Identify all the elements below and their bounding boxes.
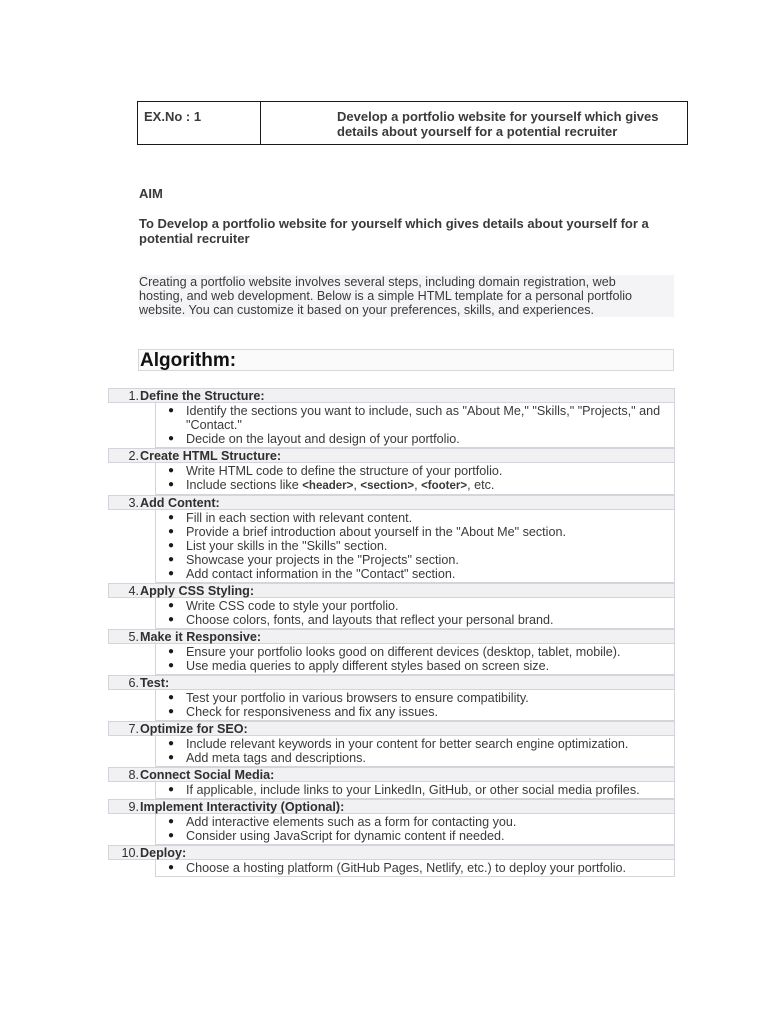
bullet-text [186, 478, 674, 493]
bullet-icon: ● [167, 405, 175, 416]
step-title: Connect Social Media: [140, 767, 275, 782]
step-number: 6. [128, 675, 139, 690]
step-title: Create HTML Structure: [140, 448, 282, 463]
bullet-item [156, 432, 674, 446]
bullet-icon: ● [167, 706, 175, 717]
step-number: 3. [128, 495, 139, 510]
bullet-text: Choose colors, fonts, and layouts that reflect your personal brand. [186, 613, 554, 627]
bullet-text-part: , [353, 478, 361, 492]
aim-heading: AIM [139, 186, 163, 201]
algorithm-step [108, 799, 675, 814]
step-bullet-list [155, 598, 675, 629]
bullet-icon: ● [167, 465, 175, 476]
bullet-text: Include relevant keywords in your content for better search engine optimization. [186, 737, 629, 751]
bullet-text: Add meta tags and descriptions. [186, 751, 366, 765]
bullet-text-part: Include sections like [186, 478, 303, 492]
bullet-icon: ● [167, 692, 175, 703]
bullet-item [156, 478, 674, 493]
bullet-item [156, 737, 674, 751]
step-title: Apply CSS Styling: [140, 583, 255, 598]
step-number: 2. [128, 448, 139, 463]
bullet-text: Check for responsiveness and fix any issues. [186, 705, 438, 719]
step-number: 9. [128, 799, 139, 814]
bullet-text: Showcase your projects in the "Projects" section. [186, 553, 459, 567]
step-bullet-list [155, 644, 675, 675]
algorithm-step [108, 583, 675, 598]
step-bullet-list [155, 860, 675, 877]
bullet-text: Fill in each section with relevant content. [186, 511, 413, 525]
bullet-text-part: , [414, 478, 422, 492]
aim-line: potential recruiter [139, 231, 250, 246]
step-bullet-list [155, 463, 675, 495]
bullet-item [156, 599, 674, 613]
bullet-icon: ● [167, 752, 175, 763]
step-number: 5. [128, 629, 139, 644]
bullet-item [156, 404, 674, 432]
bullet-item [156, 691, 674, 705]
bullet-item [156, 645, 674, 659]
exercise-title-line: details about yourself for a potential recruiter [337, 124, 618, 139]
exercise-header-table [137, 101, 688, 145]
bullet-text: Use media queries to apply different styles based on screen size. [186, 659, 550, 673]
bullet-item [156, 511, 674, 525]
algorithm-heading: Algorithm: [138, 349, 674, 371]
bullet-icon: ● [167, 540, 175, 551]
bullet-text: Identify the sections you want to include, such as "About Me," "Skills," "Projects," and "Contact." [186, 404, 661, 432]
step-title: Make it Responsive: [140, 629, 262, 644]
step-number: 10. [121, 845, 139, 860]
bullet-icon: ● [167, 738, 175, 749]
bullet-icon: ● [167, 660, 175, 671]
bullet-icon: ● [167, 830, 175, 841]
bullet-text: Add interactive elements such as a form for contacting you. [186, 815, 517, 829]
intro-paragraph [139, 275, 674, 317]
bullet-item [156, 553, 674, 567]
algorithm-step [108, 448, 675, 463]
step-bullet-list [155, 814, 675, 845]
bullet-icon: ● [167, 816, 175, 827]
bullet-text-part: , etc. [467, 478, 495, 492]
step-title: Deploy: [140, 845, 187, 860]
algorithm-step [108, 845, 675, 860]
bullet-item [156, 783, 674, 797]
bullet-icon: ● [167, 568, 175, 579]
intro-line: hosting, and web development. Below is a simple HTML template for a personal portfolio [139, 289, 633, 303]
bullet-icon: ● [167, 479, 175, 490]
bullet-item [156, 705, 674, 719]
step-title: Add Content: [140, 495, 220, 510]
algorithm-step [108, 629, 675, 644]
step-number: 7. [128, 721, 139, 736]
code-tag: <footer> [421, 480, 468, 492]
bullet-text: Consider using JavaScript for dynamic content if needed. [186, 829, 505, 843]
aim-statement [139, 216, 679, 246]
bullet-icon: ● [167, 512, 175, 523]
bullet-item [156, 525, 674, 539]
step-bullet-list [155, 510, 675, 583]
bullet-text: Choose a hosting platform (GitHub Pages, Netlify, etc.) to deploy your portfolio. [186, 861, 627, 875]
bullet-icon: ● [167, 554, 175, 565]
algorithm-list [108, 388, 675, 877]
bullet-text: Decide on the layout and design of your portfolio. [186, 432, 460, 446]
step-number: 4. [128, 583, 139, 598]
bullet-item [156, 829, 674, 843]
bullet-item [156, 751, 674, 765]
bullet-icon: ● [167, 433, 175, 444]
code-tag: <header> [302, 480, 354, 492]
exercise-title [261, 102, 687, 144]
algorithm-step [108, 495, 675, 510]
exercise-title-line: Develop a portfolio website for yourself which gives [337, 109, 659, 124]
bullet-text: Test your portfolio in various browsers to ensure compatibility. [186, 691, 529, 705]
bullet-icon: ● [167, 646, 175, 657]
bullet-icon: ● [167, 526, 175, 537]
bullet-item [156, 815, 674, 829]
bullet-item [156, 464, 674, 478]
step-bullet-list [155, 782, 675, 799]
intro-line: website. You can customize it based on your preferences, skills, and experiences. [139, 303, 595, 317]
step-bullet-list [155, 403, 675, 448]
bullet-icon: ● [167, 784, 175, 795]
bullet-icon: ● [167, 600, 175, 611]
bullet-icon: ● [167, 614, 175, 625]
step-number: 1. [128, 388, 139, 403]
algorithm-step [108, 767, 675, 782]
step-title: Define the Structure: [140, 388, 265, 403]
step-bullet-list [155, 690, 675, 721]
bullet-item [156, 659, 674, 673]
bullet-item [156, 613, 674, 627]
bullet-text: If applicable, include links to your LinkedIn, GitHub, or other social media profiles. [186, 783, 640, 797]
bullet-text: List your skills in the "Skills" section. [186, 539, 388, 553]
step-number: 8. [128, 767, 139, 782]
exercise-number: EX.No : 1 [138, 102, 261, 144]
bullet-text: Ensure your portfolio looks good on different devices (desktop, tablet, mobile). [186, 645, 621, 659]
algorithm-step [108, 721, 675, 736]
bullet-item [156, 861, 674, 875]
bullet-text: Write CSS code to style your portfolio. [186, 599, 399, 613]
step-title: Optimize for SEO: [140, 721, 248, 736]
code-tag: <section> [360, 480, 415, 492]
bullet-text: Add contact information in the "Contact" section. [186, 567, 456, 581]
step-bullet-list [155, 736, 675, 767]
algorithm-step [108, 675, 675, 690]
aim-line: To Develop a portfolio website for yourself which gives details about yourself for a [139, 216, 649, 231]
bullet-item [156, 539, 674, 553]
bullet-icon: ● [167, 862, 175, 873]
step-title: Implement Interactivity (Optional): [140, 799, 345, 814]
bullet-text: Write HTML code to define the structure of your portfolio. [186, 464, 503, 478]
bullet-text: Provide a brief introduction about yourself in the "About Me" section. [186, 525, 566, 539]
intro-line: Creating a portfolio website involves several steps, including domain registration, web [139, 275, 616, 289]
bullet-item [156, 567, 674, 581]
step-title: Test: [140, 675, 170, 690]
algorithm-step [108, 388, 675, 403]
